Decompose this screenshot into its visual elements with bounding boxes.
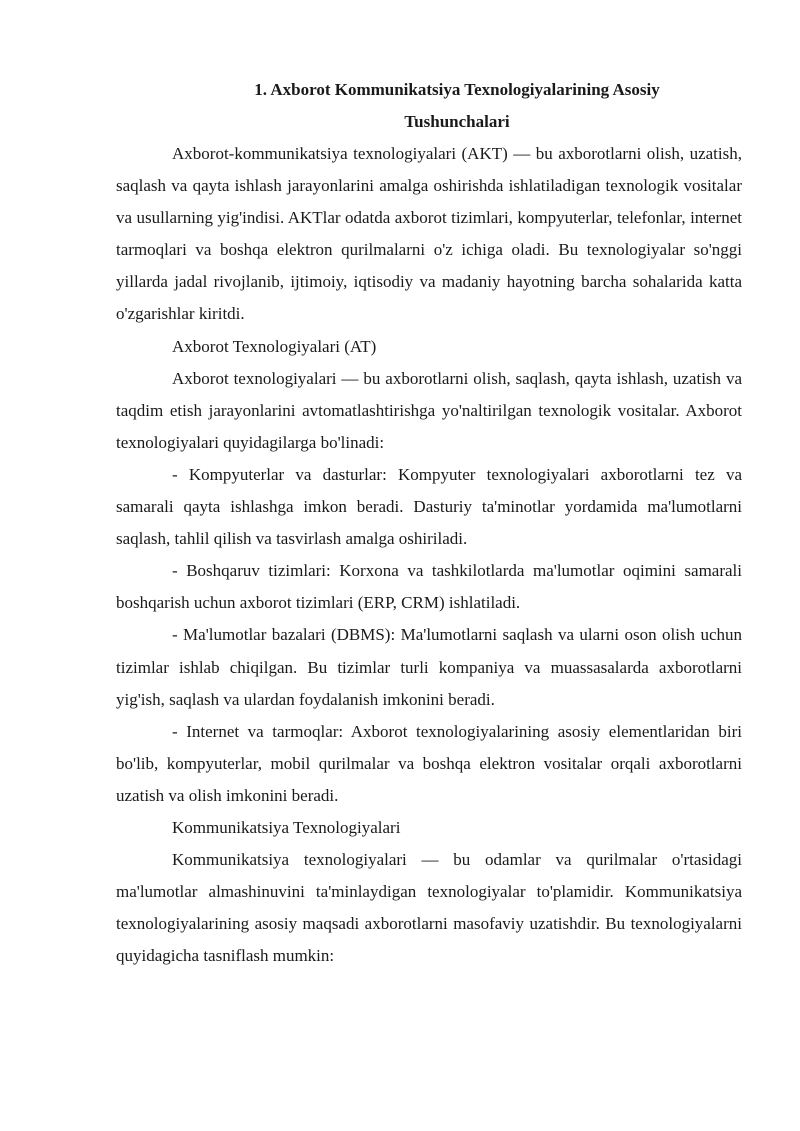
list-item-internet: - Internet va tarmoqlar: Axborot texnologiyalarining asosiy elementlaridan biri bo'lib, kompyuterlar, mobil qurilmalar va boshqa elektron vositalar orqali axborotlarni uzatish va olish imkonini beradi. [116, 721, 742, 805]
document-body [116, 138, 742, 972]
paragraph-at-definition: Axborot texnologiyalari — bu axborotlarni olish, saqlash, qayta ishlash, uzatish va taqdim etish jarayonlarini avtomatlashtirishga yo'naltirilgan texnologik vositalar. Axborot texnologiyalari quyidagilarga bo'linadi: [116, 368, 742, 452]
paragraph-akt-definition: Axborot-kommunikatsiya texnologiyalari (AKT) — bu axborotlarni olish, uzatish, saqlash va qayta ishlash jarayonlarini amalga oshirishda ishlatiladigan texnologik vositalar va usullarning yig'indisi. AKTlar odatda axborot tizimlari, kompyuterlar, telefonlar, internet tarmoqlari va boshqa elektron qurilmalarni o'z ichiga oladi. Bu texnologiyalar so'nggi yillarda jadal rivojlanib, ijtimoiy, iqtisodiy va madaniy hayotning barcha sohalarida katta o'zgarishlar kiritdi. [116, 144, 742, 324]
list-item-malumotlar-bazalari: - Ma'lumotlar bazalari (DBMS): Ma'lumotlarni saqlash va ularni oson olish uchun tizimlar ishlab chiqilgan. Bu tizimlar turli kompaniya va muassasalarda axborotlarni yig'ish, saqlash va ulardan foydalanish imkonini beradi. [116, 625, 742, 709]
title-line-1: 1. Axborot Kommunikatsiya Texnologiyalarining Asosiy [254, 80, 660, 99]
document-page [116, 0, 742, 972]
subheading-axborot-texnologiyalari: Axborot Texnologiyalari (AT) [172, 336, 377, 356]
title-line-2: Tushunchalari [404, 112, 510, 131]
document-title [116, 74, 742, 138]
list-item-boshqaruv: - Boshqaruv tizimlari: Korxona va tashkilotlarda ma'lumotlar oqimini samarali boshqarish uchun axborot tizimlari (ERP, CRM) ishlatiladi. [116, 561, 742, 613]
subheading-kommunikatsiya-texnologiyalari: Kommunikatsiya Texnologiyalari [172, 817, 401, 837]
list-item-kompyuterlar: - Kompyuterlar va dasturlar: Kompyuter texnologiyalari axborotlarni tez va samarali qayta ishlashga imkon beradi. Dasturiy ta'minotlar yordamida ma'lumotlarni saqlash, tahlil qilish va tasvirlash amalga oshiriladi. [116, 464, 742, 549]
paragraph-kt-definition: Kommunikatsiya texnologiyalari — bu odamlar va qurilmalar o'rtasidagi ma'lumotlar almashinuvini ta'minlaydigan texnologiyalar to'plamidir. Kommunikatsiya texnologiyalarining asosiy maqsadi axborotlarni masofaviy uzatishdir. Bu texnologiyalarni quyidagicha tasniflash mumkin: [116, 850, 742, 966]
